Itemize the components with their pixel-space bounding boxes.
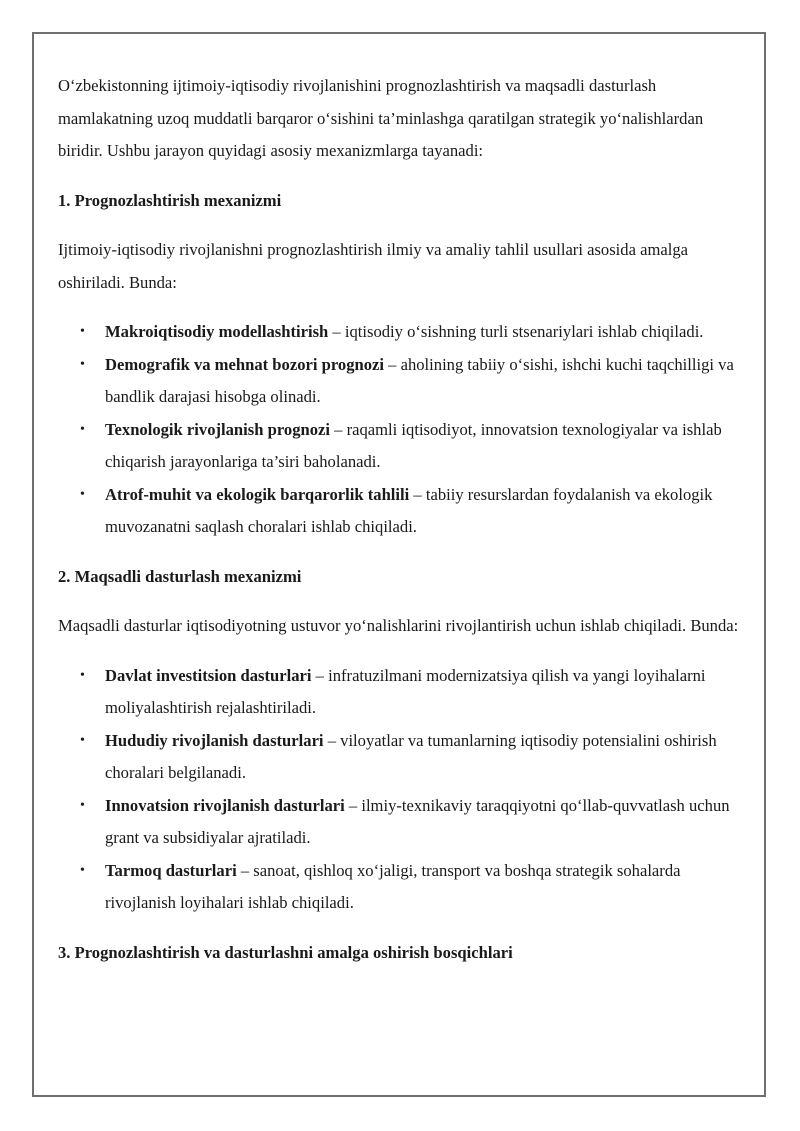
- bullet-icon: •: [80, 324, 85, 339]
- bullet-icon: •: [80, 667, 85, 683]
- list-item: [58, 725, 742, 790]
- list-item-text: – ilmiy-texnikaviy taraqqiyotni qo‘llab-quvvatlash uchun grant va subsidiyalar ajratiladi.: [105, 795, 730, 847]
- list-item: [58, 790, 742, 855]
- list-item-text: – iqtisodiy o‘sishning turli stsenariylari ishlab chiqiladi.: [328, 322, 704, 341]
- list-item: [58, 414, 742, 479]
- list-item-term: Davlat investitsion dasturlari: [105, 665, 312, 685]
- list-item: [58, 316, 742, 349]
- section-2-paragraph: Maqsadli dasturlar iqtisodiyotning ustuvor yo‘nalishlarini rivojlantirish uchun ishlab chiqiladi. Bunda:: [58, 616, 739, 635]
- list-item-text: – aholining tabiiy o‘sishi, ishchi kuchi taqchilligi va bandlik darajasi hisobga olinadi.: [105, 354, 734, 406]
- document-body: [58, 70, 742, 986]
- bullet-icon: •: [80, 862, 85, 878]
- list-item-text: – raqamli iqtisodiyot, innovatsion texnologiyalar va ishlab chiqarish jarayonlariga ta’siri baholanadi.: [105, 419, 722, 471]
- list-item-term: Hududiy rivojlanish dasturlari: [105, 730, 324, 750]
- list-item: [58, 479, 742, 544]
- section-2-list: [58, 660, 742, 920]
- list-item-text: – viloyatlar va tumanlarning iqtisodiy potensialini oshirish choralari belgilanadi.: [105, 730, 717, 782]
- section-1-paragraph: Ijtimoiy-iqtisodiy rivojlanishni prognozlashtirish ilmiy va amaliy tahlil usullari asosida amalga oshiriladi. Bunda:: [58, 240, 689, 292]
- list-item-text: – infratuzilmani modernizatsiya qilish va yangi loyihalarni moliyalashtirish rejalashtiriladi.: [105, 665, 706, 717]
- intro-paragraph: O‘zbekistonning ijtimoiy-iqtisodiy rivojlanishini prognozlashtirish va maqsadli dasturlash mamlakatning uzoq muddatli barqaror o‘sishini ta’minlashga qaratilgan strategik yo‘nalishlardan biridir. Ushbu jarayon quyidagi asosiy mexanizmlarga tayanadi:: [58, 76, 704, 160]
- list-item: [58, 855, 742, 920]
- bullet-icon: •: [80, 486, 85, 502]
- section-2-heading: 2. Maqsadli dasturlash mexanizmi: [58, 566, 302, 586]
- list-item-text: – sanoat, qishloq xo‘jaligi, transport va boshqa strategik sohalarda rivojlanish loyihalari ishlab chiqiladi.: [105, 860, 681, 912]
- list-item-term: Innovatsion rivojlanish dasturlari: [105, 795, 345, 815]
- bullet-icon: •: [80, 421, 85, 437]
- bullet-icon: •: [80, 732, 85, 748]
- list-item: [58, 349, 742, 414]
- bullet-icon: •: [80, 356, 85, 372]
- list-item-term: Demografik va mehnat bozori prognozi: [105, 354, 384, 374]
- list-item-term: Atrof-muhit va ekologik barqarorlik tahlili: [105, 484, 410, 504]
- list-item: [58, 660, 742, 725]
- bullet-icon: •: [80, 797, 85, 813]
- list-item-term: Makroiqtisodiy modellashtirish: [105, 322, 329, 341]
- section-1-list: [58, 316, 742, 544]
- list-item-term: Tarmoq dasturlari: [105, 860, 237, 880]
- section-3-heading: 3. Prognozlashtirish va dasturlashni amalga oshirish bosqichlari: [58, 942, 513, 962]
- section-1-heading: 1. Prognozlashtirish mexanizmi: [58, 190, 282, 210]
- list-item-text: – tabiiy resurslardan foydalanish va ekologik muvozanatni saqlash choralari ishlab chiqiladi.: [105, 484, 713, 536]
- list-item-term: Texnologik rivojlanish prognozi: [105, 419, 330, 439]
